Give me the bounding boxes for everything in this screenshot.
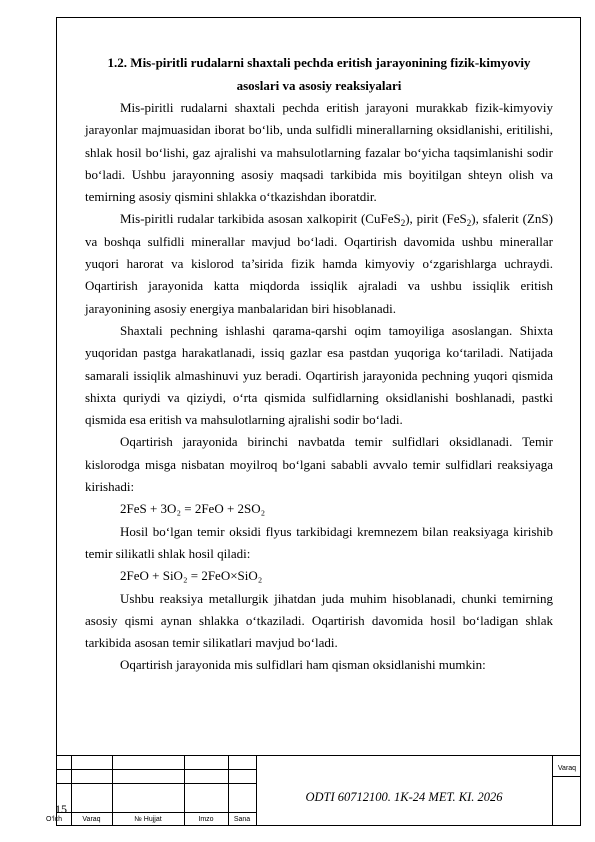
paragraph-2-text-b: ), pirit (FeS <box>405 211 467 227</box>
paragraph-1: Mis-piritli rudalarni shaxtali pechda eritish jarayoni murakkab fizik-kimyoviy jarayonlar majmuasidan iborat bo‘lib, unda sulfidli minerallarning oksidlanishi, eritilishi, shlak hosil bo‘lishi, gaz ajralishi va mahsulotlarning fazalar bo‘yicha taqsimlanishi sodir bo‘ladi. Ushbu jarayonning asosiy maqsadi tarkibida mis boyitilgan shteyn olish va temirning asosiy qismini shlakka o‘tkazishdan iboratdir. <box>85 100 553 205</box>
label-olch: O‘lch <box>46 816 62 823</box>
subscript: 2 <box>466 218 472 229</box>
heading-line-1: 1.2. Mis-piritli rudalarni shaxtali pechda eritish jarayonining fizik-kimyoviy <box>107 55 531 70</box>
section-heading <box>85 52 553 97</box>
label-hujjat: № Hujjat <box>134 816 162 823</box>
stamp-sheet-line <box>552 776 581 777</box>
stamp-row-line <box>56 769 256 770</box>
paragraph-5: Hosil bo‘lgan temir oksidi flyus tarkibidagi kremnezem bilan reaksiyaga kirishib temir silikatli shlak hosil qiladi: <box>85 523 553 561</box>
paragraph-2-text-c: ), sfalerit (ZnS) va boshqa sulfidli minerallar mavjud bo‘ladi. Oqartirish davomida ushbu minerallar yuqori harorat va kislorod ta’sirida fizik hamda kimyoviy o‘zgarishlarga uchraydi. Oqartirish jarayonida katta miqdorda issiqlik ajraladi va ushbu issiqlik eritish jarayonining asosiy energiya manbalaridan biri hisoblanadi. <box>85 211 553 316</box>
paragraph-4: Oqartirish jarayonida birinchi navbatda temir sulfidlari oksidlanadi. Temir kislorodga misga nisbatan moyilroq bo‘lgani sababli avvalo temir sulfidlari reaksiyaga kirishadi: <box>85 434 553 495</box>
label-sana: Sana <box>233 816 251 823</box>
stamp-row-line <box>56 783 256 784</box>
paragraph-7: Oqartirish jarayonida mis sulfidlari ham qisman oksidlanishi mumkin: <box>120 657 486 673</box>
paragraph-2-text-a: Mis-piritli rudalar tarkibida asosan xalkopirit (CuFeS <box>120 211 401 227</box>
paragraph-2 <box>85 208 553 319</box>
label-imzo: Imzo <box>198 816 214 823</box>
stamp-row-line <box>56 812 256 813</box>
heading-line-2: asoslari va asosiy reaksiyalari <box>236 77 402 93</box>
label-varaq: Varaq <box>82 816 101 823</box>
page-number: 15 <box>55 802 67 816</box>
document-code: ODTI 60712100. 1K-24 MET. KI. 2026 <box>305 790 503 804</box>
formula-1: 2FeS + 3O₂ = 2FeO + 2SO₂ <box>120 501 266 517</box>
document-body <box>85 52 553 677</box>
formula-2: 2FeO + SiO₂ = 2FeO×SiO₂ <box>120 568 263 584</box>
stamp-top-line <box>56 755 581 756</box>
sheet-label: Varaq <box>557 765 577 772</box>
subscript: 2 <box>400 218 406 229</box>
paragraph-3: Shaxtali pechning ishlashi qarama-qarshi oqim tamoyiliga asoslangan. Shixta yuqoridan pastga harakatlanadi, issiq gazlar esa pastdan yuqoriga ko‘tariladi. Natijada samarali issiqlik almashinuvi yuz beradi. Oqartirish jarayonida pechning yuqori qismida shixta quriydi va qiziydi, o‘rta qismida sulfidlarning oksidlanishi boshlanadi, pastki qismida esa eritish va mahsulotlarning ajralishi sodir bo‘ladi. <box>85 322 553 428</box>
paragraph-6: Ushbu reaksiya metallurgik jihatdan juda muhim hisoblanadi, chunki temirning asosiy qismi aynan shlakka o‘tkaziladi. Oqartirish davomida hosil bo‘ladigan shlak tarkibida asosan temir silikatlari mavjud bo‘ladi. <box>85 590 553 651</box>
title-block <box>46 755 581 826</box>
